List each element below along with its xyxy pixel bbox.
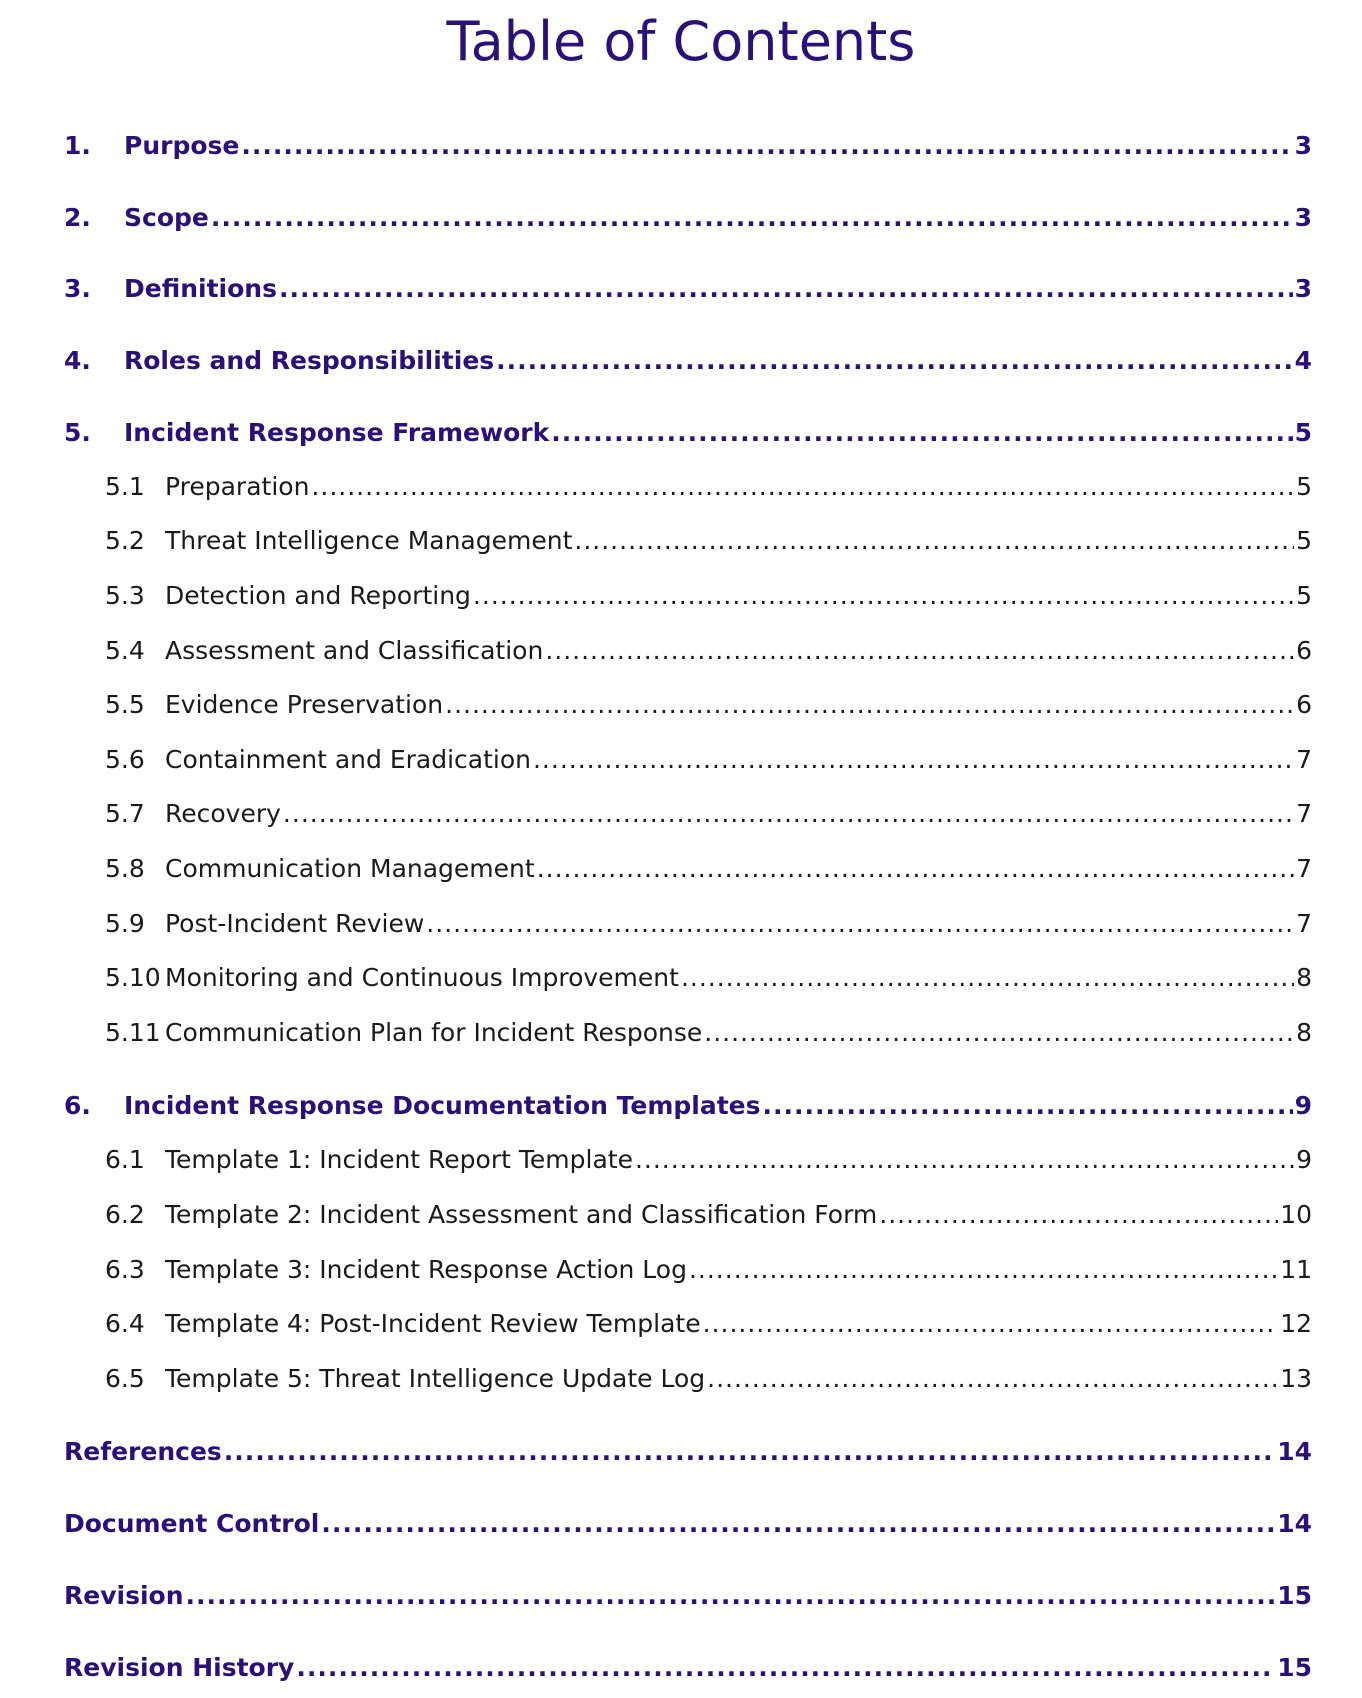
toc-entry-label: Template 5: Threat Intelligence Update Log xyxy=(165,1364,706,1393)
toc-entry-page: 5 xyxy=(1296,526,1312,555)
dot-leader xyxy=(635,1142,1294,1178)
toc-entry-page: 3 xyxy=(1294,131,1312,160)
toc-entry-references[interactable] xyxy=(64,1434,1312,1470)
toc-entry-number: 6.3 xyxy=(105,1255,145,1284)
toc-entry-label: Incident Response Documentation Templates xyxy=(124,1091,761,1120)
toc-entry-5-4[interactable] xyxy=(105,633,1312,669)
dot-leader xyxy=(311,469,1294,505)
toc-entry-page: 11 xyxy=(1280,1255,1312,1284)
dot-leader xyxy=(186,1578,1276,1614)
toc-entry-page: 5 xyxy=(1294,418,1312,447)
toc-entry-page: 9 xyxy=(1296,1145,1312,1174)
dot-leader xyxy=(283,796,1294,832)
toc-entry-templates[interactable] xyxy=(64,1088,1312,1124)
toc-entry-label: Template 1: Incident Report Template xyxy=(165,1145,633,1174)
dot-leader xyxy=(574,523,1294,559)
toc-entry-number: 5.7 xyxy=(105,799,145,828)
toc-entry-label: Monitoring and Continuous Improvement xyxy=(165,963,679,992)
toc-entry-5-2[interactable] xyxy=(105,523,1312,559)
toc-entry-label: Roles and Responsibilities xyxy=(124,346,495,375)
dot-leader xyxy=(681,960,1294,996)
toc-entry-label: Definitions xyxy=(124,274,277,303)
toc-entry-label: Post-Incident Review xyxy=(165,909,425,938)
toc-entry-label: Revision History xyxy=(64,1653,295,1682)
dot-leader xyxy=(241,128,1292,164)
dot-leader xyxy=(879,1197,1278,1233)
toc-entry-6-3[interactable] xyxy=(105,1252,1312,1288)
toc-entry-page: 7 xyxy=(1296,854,1312,883)
toc-entry-number: 1. xyxy=(64,131,91,160)
toc-entry-label: Recovery xyxy=(165,799,281,828)
dot-leader xyxy=(703,1306,1279,1342)
toc-entry-page: 4 xyxy=(1294,346,1312,375)
toc-entry-number: 5.6 xyxy=(105,745,145,774)
toc-entry-6-4[interactable] xyxy=(105,1306,1312,1342)
dot-leader xyxy=(533,742,1294,778)
toc-entry-page: 14 xyxy=(1277,1437,1312,1466)
toc-entry-number: 6.1 xyxy=(105,1145,145,1174)
toc-entry-document-control[interactable] xyxy=(64,1506,1312,1542)
dot-leader xyxy=(321,1506,1275,1542)
toc-entry-page: 7 xyxy=(1296,799,1312,828)
toc-entry-number: 6. xyxy=(64,1091,91,1120)
toc-entry-revision[interactable] xyxy=(64,1578,1312,1614)
toc-entry-number: 5.8 xyxy=(105,854,145,883)
toc-entry-page: 7 xyxy=(1296,909,1312,938)
toc-entry-label: Preparation xyxy=(165,472,310,501)
toc-entry-roles[interactable] xyxy=(64,343,1312,379)
dot-leader xyxy=(496,343,1292,379)
toc-entry-label: Document Control xyxy=(64,1509,320,1538)
toc-entry-label: Scope xyxy=(124,203,209,232)
toc-entry-page: 15 xyxy=(1277,1581,1312,1610)
dot-leader xyxy=(296,1650,1275,1686)
toc-entry-label: Threat Intelligence Management xyxy=(165,526,573,555)
toc-entry-revision-history[interactable] xyxy=(64,1650,1312,1686)
toc-entry-number: 5.5 xyxy=(105,690,145,719)
toc-entry-label: Assessment and Classification xyxy=(165,636,544,665)
dot-leader xyxy=(224,1434,1275,1470)
toc-entry-label: Revision xyxy=(64,1581,184,1610)
dot-leader xyxy=(426,906,1294,942)
toc-entry-number: 5.11 xyxy=(105,1018,161,1047)
toc-entry-label: Evidence Preservation xyxy=(165,690,444,719)
toc-entry-number: 5.10 xyxy=(105,963,161,992)
toc-entry-label: Detection and Reporting xyxy=(165,581,471,610)
toc-entry-number: 5.2 xyxy=(105,526,145,555)
dot-leader xyxy=(211,200,1293,236)
toc-entry-page: 8 xyxy=(1296,1018,1312,1047)
toc-entry-label: Template 3: Incident Response Action Log xyxy=(165,1255,687,1284)
toc-entry-page: 14 xyxy=(1277,1509,1312,1538)
toc-entry-label: Communication Plan for Incident Response xyxy=(165,1018,703,1047)
toc-entry-page: 5 xyxy=(1296,472,1312,501)
toc-entry-definitions[interactable] xyxy=(64,271,1312,307)
toc-entry-5-11[interactable] xyxy=(105,1015,1312,1051)
toc-entry-page: 12 xyxy=(1280,1309,1312,1338)
toc-entry-page: 6 xyxy=(1296,636,1312,665)
dot-leader xyxy=(551,415,1292,451)
toc-entry-5-6[interactable] xyxy=(105,742,1312,778)
toc-entry-page: 13 xyxy=(1280,1364,1312,1393)
dot-leader xyxy=(279,271,1293,307)
toc-entry-number: 5. xyxy=(64,418,91,447)
toc-entry-5-8[interactable] xyxy=(105,851,1312,887)
toc-entry-label: Template 4: Post-Incident Review Template xyxy=(165,1309,701,1338)
toc-entry-number: 4. xyxy=(64,346,91,375)
toc-entry-6-5[interactable] xyxy=(105,1361,1312,1397)
toc-entry-framework[interactable] xyxy=(64,415,1312,451)
toc-entry-label: Incident Response Framework xyxy=(124,418,550,447)
toc-entry-page: 3 xyxy=(1294,274,1312,303)
toc-entry-number: 6.5 xyxy=(105,1364,145,1393)
toc-entry-page: 15 xyxy=(1277,1653,1312,1682)
toc-entry-5-9[interactable] xyxy=(105,906,1312,942)
toc-entry-number: 2. xyxy=(64,203,91,232)
toc-entry-5-5[interactable] xyxy=(105,687,1312,723)
toc-entry-number: 6.4 xyxy=(105,1309,145,1338)
dot-leader xyxy=(704,1015,1294,1051)
toc-entry-5-7[interactable] xyxy=(105,796,1312,832)
toc-entry-5-1[interactable] xyxy=(105,469,1312,505)
dot-leader xyxy=(537,851,1294,887)
toc-entry-page: 9 xyxy=(1294,1091,1312,1120)
dot-leader xyxy=(707,1361,1278,1397)
toc-entry-page: 6 xyxy=(1296,690,1312,719)
dot-leader xyxy=(445,687,1294,723)
toc-entry-number: 3. xyxy=(64,274,91,303)
toc-entry-number: 5.1 xyxy=(105,472,145,501)
toc-entry-purpose[interactable] xyxy=(64,128,1312,164)
toc-entry-6-1[interactable] xyxy=(105,1142,1312,1178)
toc-entry-number: 5.3 xyxy=(105,581,145,610)
toc-entry-5-10[interactable] xyxy=(105,960,1312,996)
toc-entry-label: Purpose xyxy=(124,131,240,160)
toc-entry-6-2[interactable] xyxy=(105,1197,1312,1233)
toc-entry-number: 5.9 xyxy=(105,909,145,938)
dot-leader xyxy=(689,1252,1278,1288)
toc-entry-label: Containment and Eradication xyxy=(165,745,531,774)
toc-entry-page: 8 xyxy=(1296,963,1312,992)
toc-entry-page: 5 xyxy=(1296,581,1312,610)
toc-entry-page: 10 xyxy=(1280,1200,1312,1229)
dot-leader xyxy=(545,633,1294,669)
toc-entry-label: References xyxy=(64,1437,222,1466)
page-title: Table of Contents xyxy=(446,10,916,73)
toc-entry-label: Communication Management xyxy=(165,854,535,883)
toc-entry-page: 7 xyxy=(1296,745,1312,774)
dot-leader xyxy=(763,1088,1293,1124)
toc-entry-number: 6.2 xyxy=(105,1200,145,1229)
toc-entry-page: 3 xyxy=(1294,203,1312,232)
toc-entry-5-3[interactable] xyxy=(105,578,1312,614)
dot-leader xyxy=(473,578,1294,614)
toc-entry-number: 5.4 xyxy=(105,636,145,665)
toc-entry-label: Template 2: Incident Assessment and Classification Form xyxy=(165,1200,878,1229)
toc-entry-scope[interactable] xyxy=(64,200,1312,236)
